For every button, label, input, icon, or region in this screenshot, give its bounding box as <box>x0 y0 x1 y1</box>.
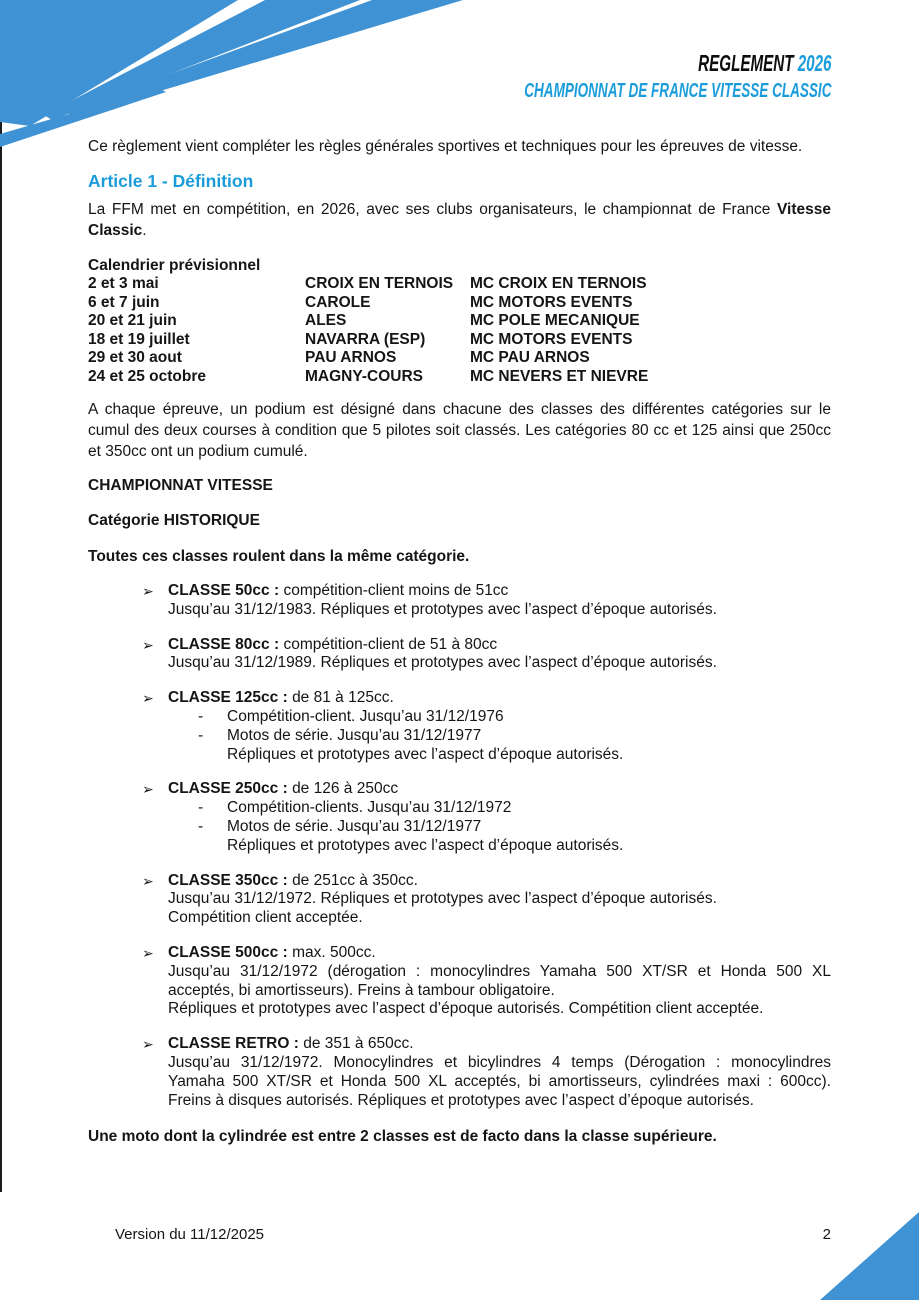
class-intro: de 126 à 250cc <box>292 780 399 798</box>
calendar-club: MC MOTORS EVENTS <box>470 293 633 311</box>
class-sub-item-plain <box>168 746 831 765</box>
class-item-125cc <box>88 689 831 764</box>
arrow-bullet-icon: ➢ <box>142 636 154 653</box>
class-label: CLASSE 350cc : <box>168 871 288 889</box>
header-title-reglement: REGLEMENT <box>697 50 794 76</box>
class-sub-text: Répliques et prototypes avec l’aspect d’époque autorisés. <box>227 745 624 763</box>
class-heading <box>168 689 831 708</box>
class-detail-line: Jusqu’au 31/12/1972. Répliques et prototypes avec l’aspect d’époque autorisés. <box>168 890 717 908</box>
class-label: CLASSE 50cc : <box>168 582 280 599</box>
class-item-500cc <box>88 944 831 1019</box>
class-intro: max. 500cc. <box>292 943 376 961</box>
class-label: CLASSE 250cc : <box>168 780 288 798</box>
arrow-bullet-icon: ➢ <box>142 1036 154 1053</box>
class-intro: compétition-client de 51 à 80cc <box>283 635 498 653</box>
class-heading <box>168 1035 831 1054</box>
page-footer <box>115 1225 831 1244</box>
calendar-circuit: CAROLE <box>305 293 371 311</box>
calendar-date: 24 et 25 octobre <box>88 367 207 385</box>
class-detail-line: Jusqu’au 31/12/1983. Répliques et prototypes avec l’aspect d’époque autorisés. <box>168 600 717 618</box>
class-sub-text: Répliques et prototypes avec l’aspect d’époque autorisés. <box>227 836 624 854</box>
arrow-bullet-icon: ➢ <box>142 944 154 961</box>
calendar-club: MC MOTORS EVENTS <box>470 330 633 348</box>
podium-paragraph: A chaque épreuve, un podium est désigné dans chacune des classes des différentes catégories sur le cumul des deux courses à condition que 5 pilotes soit classés. Les catégories 80 cc et 125 ainsi que 250cc et 350cc ont un podium cumulé. <box>88 401 831 460</box>
header-subtitle: CHAMPIONNAT DE FRANCE VITESSE CLASSIC <box>523 79 831 102</box>
class-sub-item <box>168 727 831 746</box>
dash-bullet: - <box>198 707 204 725</box>
article-1-text-end: . <box>142 222 147 239</box>
class-detail-line: Compétition client acceptée. <box>168 909 363 927</box>
dash-bullet: - <box>198 817 204 835</box>
intro-paragraph: Ce règlement vient compléter les règles générales sportives et techniques pour les épreuves de vitesse. <box>88 138 803 155</box>
scan-edge-line <box>0 0 2 1192</box>
class-detail-line: Répliques et prototypes avec l’aspect d’époque autorisés. Compétition client acceptée. <box>168 1000 764 1018</box>
footer-version: Version du 11/12/2025 <box>115 1226 265 1243</box>
class-intro: de 351 à 650cc. <box>303 1035 414 1053</box>
calendar-row <box>88 349 831 368</box>
class-label: CLASSE 80cc : <box>168 635 280 653</box>
calendar-circuit: CROIX EN TERNOIS <box>305 275 454 292</box>
calendar-circuit: NAVARRA (ESP) <box>305 330 426 348</box>
class-heading <box>168 780 831 799</box>
calendar-table <box>88 275 831 386</box>
dash-bullet: - <box>198 726 204 744</box>
calendar-date: 20 et 21 juin <box>88 312 177 329</box>
class-label: CLASSE 500cc : <box>168 943 288 961</box>
arrow-bullet-icon: ➢ <box>142 781 154 798</box>
calendar-row <box>88 275 831 294</box>
calendar-club: MC PAU ARNOS <box>470 349 590 366</box>
class-item-retro <box>88 1035 831 1110</box>
calendar-row <box>88 312 831 331</box>
document-body <box>88 136 831 1147</box>
calendar-row <box>88 294 831 313</box>
calendar-row <box>88 368 831 387</box>
class-heading <box>168 944 831 963</box>
article-1-paragraph <box>88 199 831 241</box>
calendar-club: MC CROIX EN TERNOIS <box>470 275 647 292</box>
calendar-club: MC NEVERS ET NIEVRE <box>470 367 649 385</box>
dash-bullet: - <box>198 799 204 817</box>
corner-triangle-graphic <box>820 1212 919 1300</box>
class-item-80cc <box>88 636 831 674</box>
class-sub-item <box>168 799 831 818</box>
article-1-text: La FFM met en compétition, en 2026, avec ses clubs organisateurs, le championnat de France <box>88 201 771 218</box>
championnat-heading: CHAMPIONNAT VITESSE <box>88 477 273 494</box>
categorie-heading: Catégorie HISTORIQUE <box>88 512 260 529</box>
calendar-date: 6 et 7 juin <box>88 293 160 311</box>
categorie-note: Toutes ces classes roulent dans la même catégorie. <box>88 548 470 565</box>
header-title <box>524 50 831 76</box>
calendar-heading: Calendrier prévisionnel <box>88 257 261 274</box>
article-1-heading: Article 1 - Définition <box>88 171 254 191</box>
cylindree-note: Une moto dont la cylindrée est entre 2 classes est de facto dans la classe supérieure. <box>88 1128 717 1146</box>
class-heading <box>168 582 831 601</box>
arrow-bullet-icon: ➢ <box>142 872 154 889</box>
class-intro: compétition-client moins de 51cc <box>283 582 509 599</box>
class-intro: de 251cc à 350cc. <box>292 871 418 889</box>
arrow-bullet-icon: ➢ <box>142 690 154 707</box>
calendar-date: 2 et 3 mai <box>88 275 159 292</box>
class-sub-text: Compétition-clients. Jusqu’au 31/12/1972 <box>227 799 512 817</box>
arrow-bullet-icon: ➢ <box>142 583 154 599</box>
header-title-block <box>366 50 831 103</box>
calendar-row <box>88 331 831 350</box>
header-title-year: 2026 <box>797 50 831 76</box>
class-sub-text: Motos de série. Jusqu’au 31/12/1977 <box>227 726 482 744</box>
calendar-circuit: MAGNY-COURS <box>305 367 423 385</box>
class-sub-text: Compétition-client. Jusqu’au 31/12/1976 <box>227 707 504 725</box>
class-item-50cc <box>88 582 831 620</box>
calendar-date: 29 et 30 aout <box>88 349 182 366</box>
class-sub-text: Motos de série. Jusqu’au 31/12/1977 <box>227 817 482 835</box>
class-item-350cc <box>88 872 831 928</box>
calendar-club: MC POLE MECANIQUE <box>470 312 640 329</box>
calendar-circuit: ALES <box>305 312 347 329</box>
class-label: CLASSE RETRO : <box>168 1035 299 1053</box>
calendar-date: 18 et 19 juillet <box>88 330 190 348</box>
class-detail-line: Jusqu’au 31/12/1972. Monocylindres et bicylindres 4 temps (Dérogation : monocylindres Yamaha 500 XT/SR et Honda 500 XL acceptés, bi amortisseurs, cylindrées maxi : 600cc). Freins à disques autorisés. Répliques et prototypes avec l’aspect d’époque autorisés. <box>168 1053 831 1109</box>
class-sub-item-plain <box>168 837 831 856</box>
article-1-bold-text: Vitesse Classic <box>88 201 832 239</box>
footer-page-number: 2 <box>822 1226 831 1243</box>
class-heading <box>168 636 831 655</box>
class-sub-item <box>168 708 831 727</box>
class-detail-line: Jusqu’au 31/12/1989. Répliques et prototypes avec l’aspect d’époque autorisés. <box>168 654 717 672</box>
class-heading <box>168 872 831 891</box>
class-label: CLASSE 125cc : <box>168 689 288 707</box>
class-item-250cc <box>88 780 831 855</box>
class-detail-line: Jusqu’au 31/12/1972 (dérogation : monocylindres Yamaha 500 XT/SR et Honda 500 XL acceptés, bi amortisseurs). Freins à tambour obligatoire. <box>168 962 831 999</box>
class-sub-item <box>168 818 831 837</box>
class-intro: de 81 à 125cc. <box>292 689 394 707</box>
calendar-circuit: PAU ARNOS <box>305 349 397 366</box>
